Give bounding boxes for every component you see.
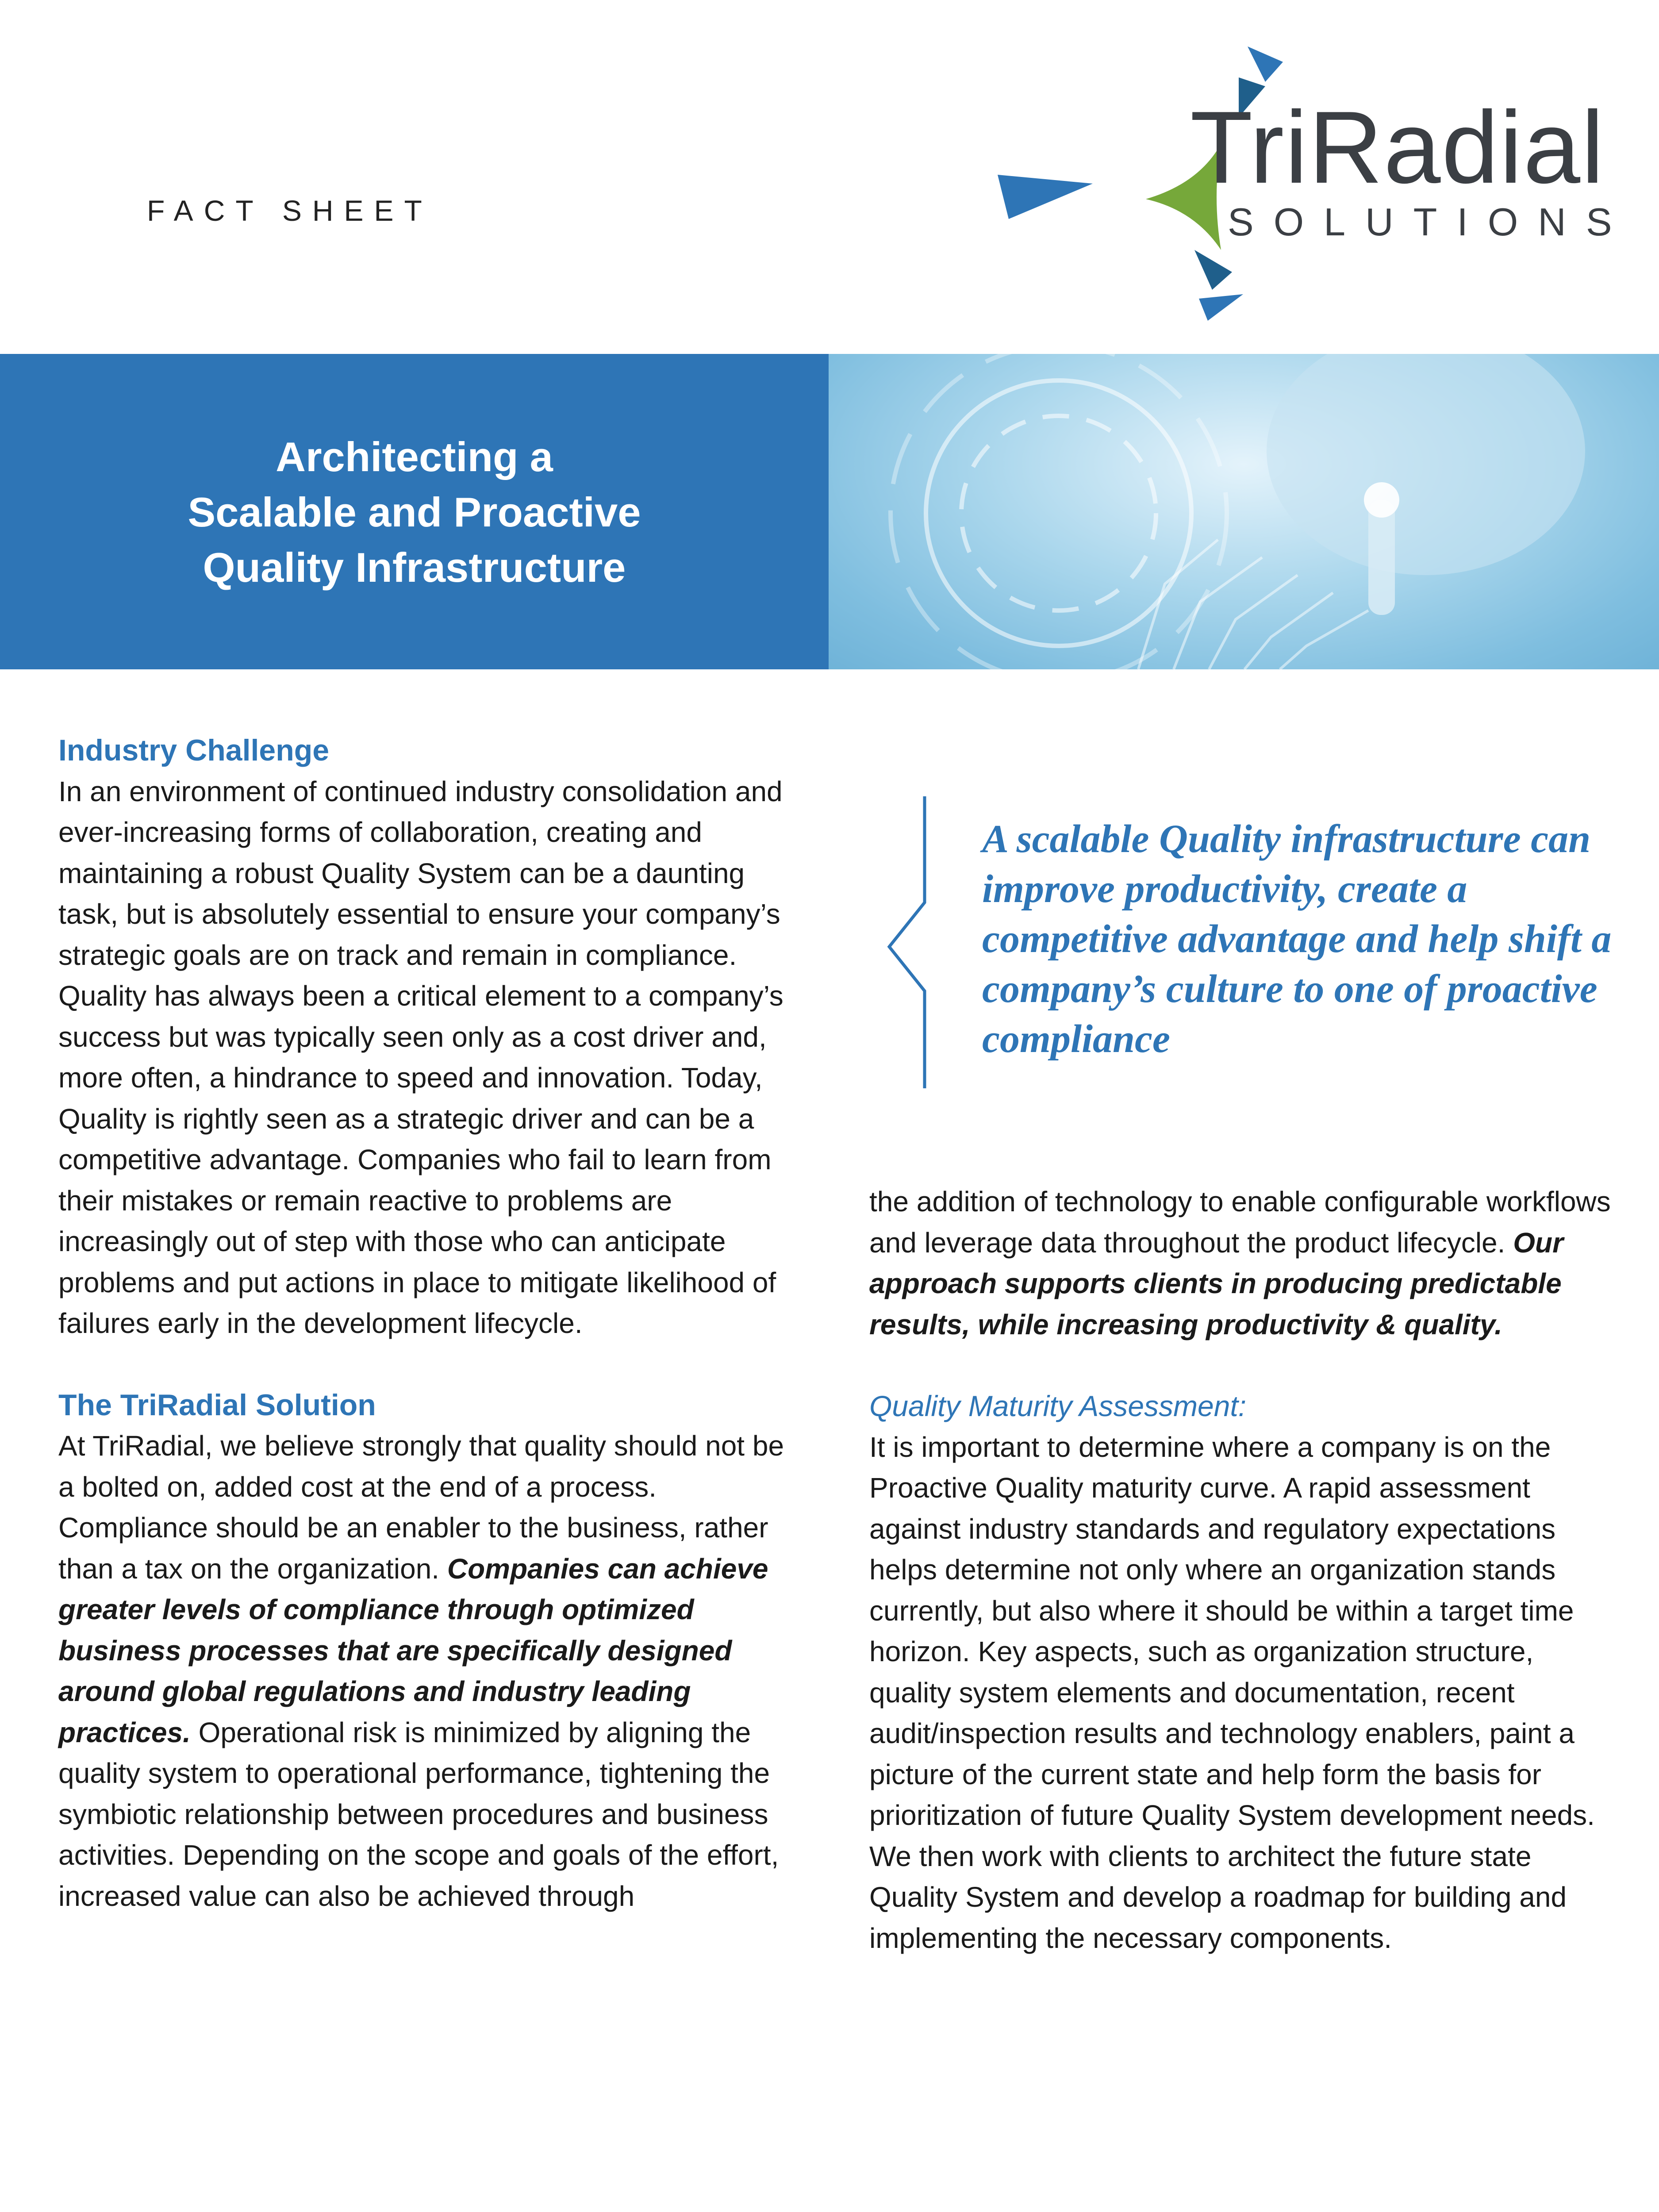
quality-maturity-heading: Quality Maturity Assessment:: [869, 1390, 1247, 1422]
right-column: [869, 1181, 1613, 1959]
page-title: [0, 429, 829, 595]
pull-quote: A scalable Quality infrastructure can improve productivity, create a competitive advantage and help shift a company’s culture to one of proactive compliance: [982, 817, 1612, 1061]
triradial-solution-heading: The TriRadial Solution: [58, 1388, 376, 1422]
continued-text-part: the addition of technology to enable configurable workflows and leverage data throughout the product lifecycle.: [869, 1186, 1611, 1259]
industry-challenge-heading: Industry Challenge: [58, 733, 330, 767]
logo-subtitle: SOLUTIONS: [1228, 200, 1632, 244]
solution-text-part: Operational risk is minimized by aligning the quality system to operational performance, tightening the symbiotic relationship between procedures and business activities. Depending on the scope and goals of the effort, increased value can also be achieved through: [58, 1716, 779, 1912]
approach-emphasis: Our approach supports clients in producing predictable results, while increasing productivity & quality.: [869, 1226, 1563, 1340]
tech-illustration: [829, 354, 1659, 669]
title-line: Architecting a: [276, 434, 553, 480]
left-column: [58, 730, 802, 1916]
quality-maturity-text: It is important to determine where a company is on the Proactive Quality maturity curve. A rapid assessment against industry standards and regulatory expectations helps determine not only where an organization stands currently, but also where it should be within a target time horizon. Key aspects, such as organization structure, quality system elements and documentation, recent audit/inspection results and technology enablers, paint a picture of the current state and help form the basis for prioritization of future Quality System development needs. We then work with clients to architect the future state Quality System and develop a roadmap for building and implementing the necessary components.: [869, 1431, 1595, 1954]
solution-text-part: At TriRadial, we believe strongly that quality should not be a bolted on, added cost at the end of a process. Compliance should be an enabler to the business, rather than a tax on the organization.: [58, 1430, 784, 1585]
solution-emphasis: Companies can achieve greater levels of compliance through optimized business processes that are specifically designed around global regulations and industry leading practices.: [58, 1552, 768, 1748]
solution-continued-text: [869, 1181, 1613, 1345]
industry-challenge-text: In an environment of continued industry consolidation and ever-increasing forms of collaboration, creating and maintaining a robust Quality System can be a daunting task, but is absolutely essential to ensure your company’s strategic goals are on track and remain in compliance. Quality has always been a critical element to a company’s success but was typically seen only as a cost driver and, more often, a hindrance to speed and innovation. Today, Quality is rightly seen as a strategic driver and can be a competitive advantage. Companies who fail to learn from their mistakes or remain reactive to problems are increasingly out of step with those who can anticipate problems and put actions in place to mitigate likelihood of failures early in the development lifecycle.: [58, 775, 783, 1339]
title-banner: [0, 354, 829, 669]
title-line: Scalable and Proactive: [188, 489, 641, 535]
quote-bracket-icon: [880, 796, 933, 1088]
fact-sheet-label: FACT SHEET: [147, 194, 433, 227]
triradial-solution-text: [58, 1425, 802, 1916]
logo-title: TriRadial: [1190, 90, 1605, 205]
title-line: Quality Infrastructure: [203, 544, 626, 591]
banner-photo: [829, 354, 1659, 669]
